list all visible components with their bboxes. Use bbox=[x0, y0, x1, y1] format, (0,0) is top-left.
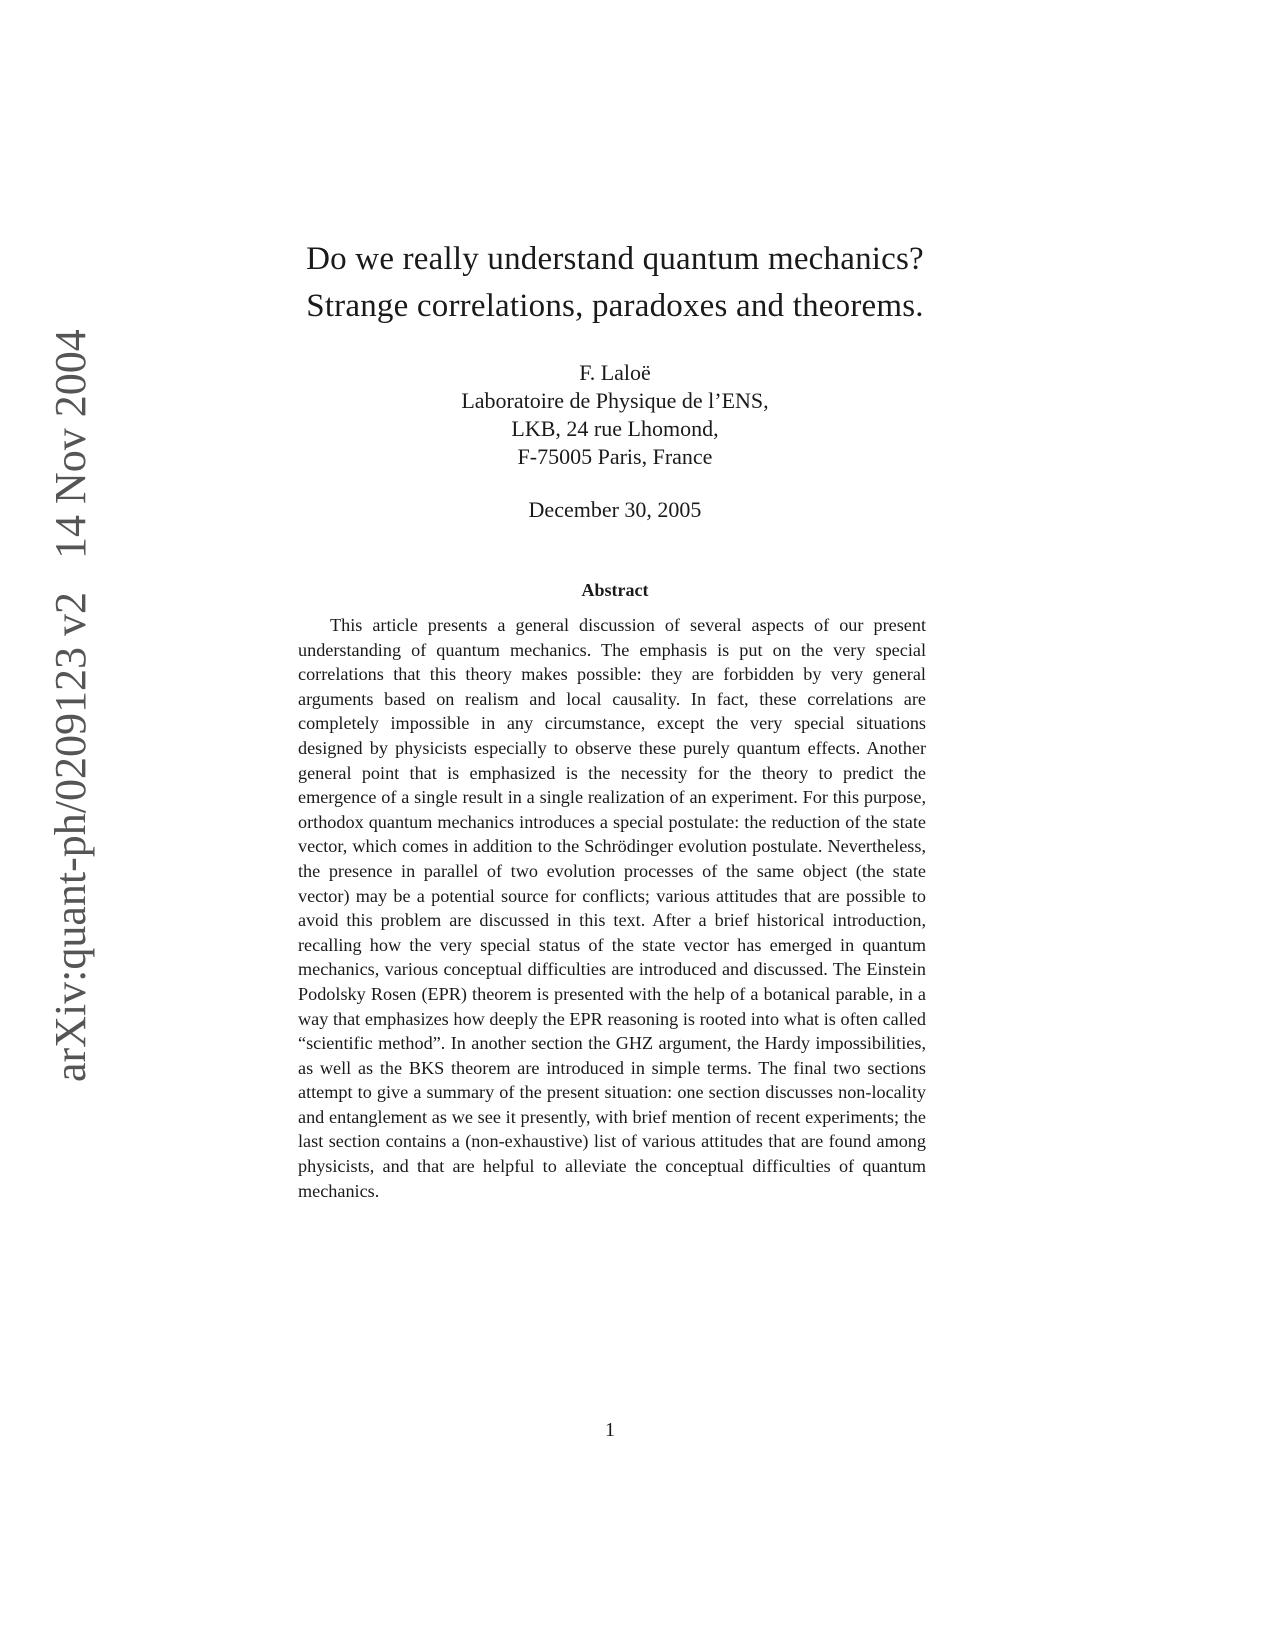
author-name: F. Laloë bbox=[579, 360, 651, 385]
abstract-text: This article presents a general discussion of several aspects of our present understanding of quantum mechanics. The emphasis is put on the very special correlations that this theory makes possible: they are forbidden by very general arguments based on realism and local causality. In fact, these correlations are completely impossible in any circumstance, except the very special situations designed by physicists especially to observe these purely quantum effects. Another general point that is emphasized is the necessity for the theory to predict the emergence of a single result in a single realization of an experiment. For this purpose, orthodox quantum mechanics introduces a special postulate: the reduction of the state vector, which comes in addition to the Schrödinger evolution postulate. Nevertheless, the presence in parallel of two evolution processes of the same object (the state vector) may be a potential source for conflicts; various attitudes that are possible to avoid this problem are discussed in this text. After a brief historical introduction, recalling how the very special status of the state vector has emerged in quantum mechanics, various conceptual difficulties are introduced and discussed. The Einstein Podolsky Rosen (EPR) theorem is presented with the help of a botanical parable, in a way that emphasizes how deeply the EPR reasoning is rooted into what is often called “scientific method”. In another section the GHZ argument, the Hardy impossibilities, as well as the BKS theorem are introduced in simple terms. The final two sections attempt to give a summary of the present situation: one section discusses non-locality and entanglement as we see it presently, with brief mention of recent experiments; the last section contains a (non-exhaustive) list of various attitudes that are found among physicists, and that are helpful to alleviate the conceptual difficulties of quantum mechanics. bbox=[298, 615, 926, 1201]
page-number: 1 bbox=[605, 1419, 615, 1441]
title-line-1: Do we really understand quantum mechanics? bbox=[306, 241, 924, 277]
arxiv-identifier-stamp: arXiv:quant-ph/0209123 v2 14 Nov 2004 bbox=[46, 329, 95, 1082]
affiliation-line-2: LKB, 24 rue Lhomond, bbox=[511, 416, 719, 441]
title-line-2: Strange correlations, paradoxes and theorems. bbox=[306, 288, 924, 324]
paper-title bbox=[200, 236, 1030, 330]
affiliation-line-1: Laboratoire de Physique de l’ENS, bbox=[461, 388, 769, 413]
paper-date: December 30, 2005 bbox=[528, 497, 702, 522]
author-block bbox=[300, 359, 930, 471]
abstract-heading: Abstract bbox=[581, 580, 649, 600]
affiliation-line-3: F-75005 Paris, France bbox=[517, 444, 713, 469]
